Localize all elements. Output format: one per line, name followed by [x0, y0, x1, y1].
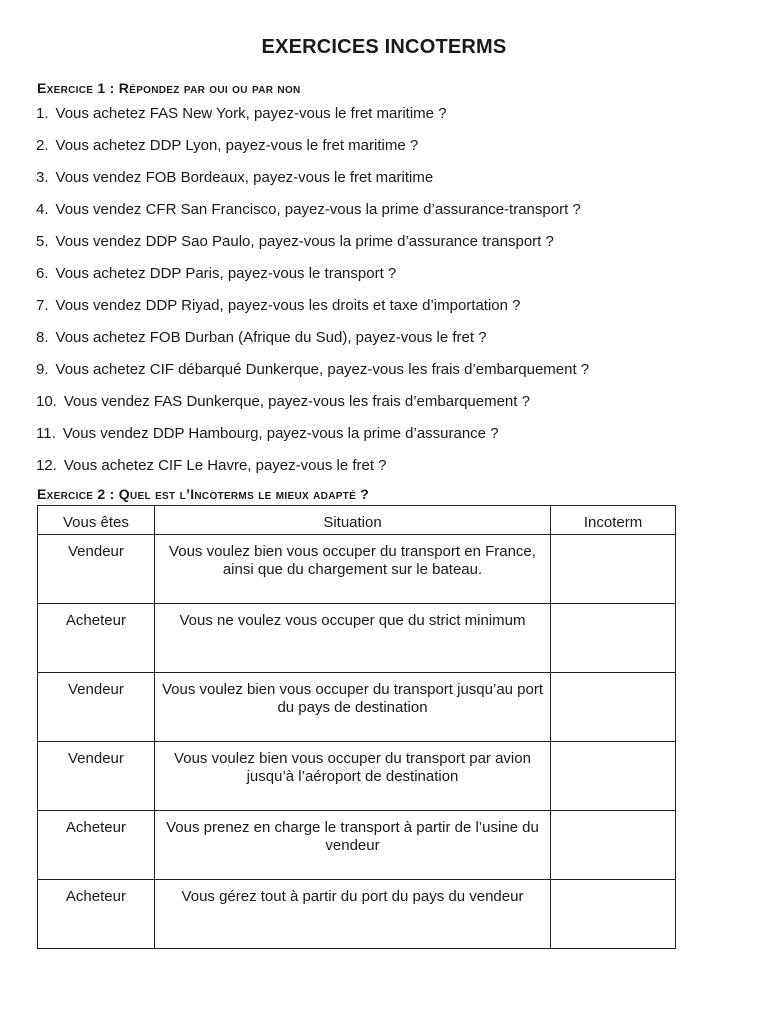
column-header-vous-etes: Vous êtes: [38, 506, 155, 535]
table-row: [38, 880, 676, 949]
question-number: 5.: [36, 233, 49, 250]
situation-cell: Vous prenez en charge le transport à partir de l’usine du vendeur: [154, 811, 550, 880]
incoterm-answer-cell[interactable]: [551, 880, 676, 949]
question-item: [36, 424, 589, 456]
question-number: 8.: [36, 329, 49, 346]
table-row: [38, 535, 676, 604]
incoterms-table: [37, 505, 676, 949]
question-text: Vous vendez FAS Dunkerque, payez-vous les frais d’embarquement ?: [63, 393, 530, 410]
question-text: Vous achetez DDP Lyon, payez-vous le fret maritime ?: [55, 137, 419, 154]
question-number: 6.: [36, 265, 49, 282]
question-text: Vous achetez CIF débarqué Dunkerque, payez-vous les frais d’embarquement ?: [55, 361, 590, 378]
question-item: [36, 136, 589, 168]
incoterm-answer-cell[interactable]: [551, 604, 676, 673]
question-text: Vous achetez CIF Le Havre, payez-vous le fret ?: [63, 457, 387, 474]
incoterm-answer-cell[interactable]: [551, 742, 676, 811]
question-item: [36, 200, 589, 232]
question-item: [36, 264, 589, 296]
question-text: Vous achetez FAS New York, payez-vous le fret maritime ?: [55, 105, 447, 122]
table-row: [38, 811, 676, 880]
question-text: Vous vendez FOB Bordeaux, payez-vous le fret maritime: [55, 169, 434, 186]
question-item: [36, 104, 589, 136]
exercise-1-heading: Exercice 1 : Répondez par oui ou par non: [37, 80, 301, 96]
incoterm-answer-cell[interactable]: [551, 535, 676, 604]
question-number: 4.: [36, 201, 49, 218]
question-item: [36, 232, 589, 264]
question-number: 12.: [36, 457, 57, 474]
question-item: [36, 328, 589, 360]
role-cell: Acheteur: [38, 880, 155, 949]
question-item: [36, 296, 589, 328]
question-item: [36, 360, 589, 392]
question-number: 2.: [36, 137, 49, 154]
situation-cell: Vous voulez bien vous occuper du transport en France, ainsi que du chargement sur le bateau.: [154, 535, 550, 604]
situation-cell: Vous voulez bien vous occuper du transport par avion jusqu’à l’aéroport de destination: [154, 742, 550, 811]
exercise-1-question-list: [36, 104, 589, 488]
question-text: Vous vendez DDP Sao Paulo, payez-vous la prime d’assurance transport ?: [55, 233, 554, 250]
question-number: 10.: [36, 393, 57, 410]
question-number: 1.: [36, 105, 49, 122]
table-header-row: [38, 506, 676, 535]
incoterm-answer-cell[interactable]: [551, 811, 676, 880]
question-item: [36, 168, 589, 200]
question-text: Vous achetez FOB Durban (Afrique du Sud), payez-vous le fret ?: [55, 329, 487, 346]
situation-cell: Vous ne voulez vous occuper que du strict minimum: [154, 604, 550, 673]
role-cell: Vendeur: [38, 742, 155, 811]
column-header-situation: Situation: [154, 506, 550, 535]
page-title: EXERCICES INCOTERMS: [261, 36, 507, 58]
column-header-incoterm: Incoterm: [551, 506, 676, 535]
question-text: Vous achetez DDP Paris, payez-vous le transport ?: [55, 265, 397, 282]
incoterm-answer-cell[interactable]: [551, 673, 676, 742]
question-text: Vous vendez DDP Hambourg, payez-vous la prime d’assurance ?: [62, 425, 499, 442]
table-row: [38, 604, 676, 673]
situation-cell: Vous voulez bien vous occuper du transport jusqu’au port du pays de destination: [154, 673, 550, 742]
table-row: [38, 673, 676, 742]
exercise-2-heading: Exercice 2 : Quel est l’Incoterms le mieux adapté ?: [37, 486, 370, 502]
role-cell: Acheteur: [38, 811, 155, 880]
question-number: 3.: [36, 169, 49, 186]
question-number: 7.: [36, 297, 49, 314]
table-row: [38, 742, 676, 811]
question-item: [36, 456, 589, 488]
situation-cell: Vous gérez tout à partir du port du pays du vendeur: [154, 880, 550, 949]
role-cell: Vendeur: [38, 673, 155, 742]
question-number: 9.: [36, 361, 49, 378]
question-number: 11.: [36, 425, 56, 442]
question-text: Vous vendez CFR San Francisco, payez-vous la prime d’assurance-transport ?: [55, 201, 581, 218]
role-cell: Vendeur: [38, 535, 155, 604]
question-text: Vous vendez DDP Riyad, payez-vous les droits et taxe d’importation ?: [55, 297, 521, 314]
role-cell: Acheteur: [38, 604, 155, 673]
question-item: [36, 392, 589, 424]
